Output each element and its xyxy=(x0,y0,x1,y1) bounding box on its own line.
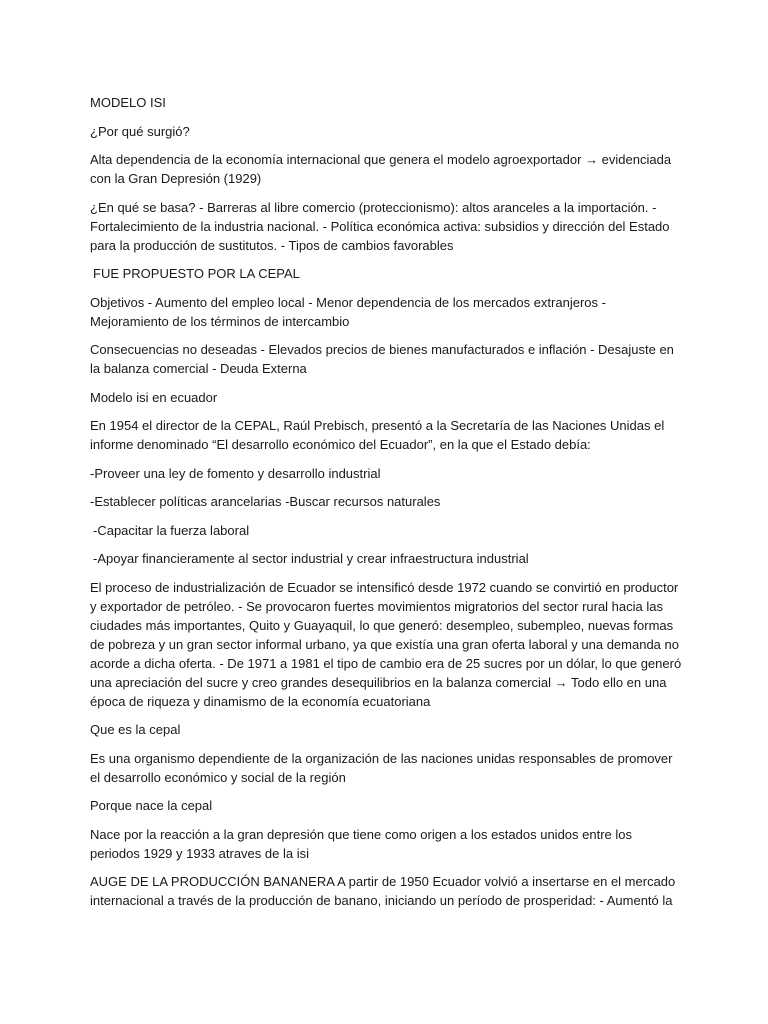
heading-porque-nace-cepal: Porque nace la cepal xyxy=(90,798,213,813)
list-item-capacitar: -Capacitar la fuerza laboral xyxy=(93,522,250,538)
paragraph-propuesto-cepal: FUE PROPUESTO POR LA CEPAL xyxy=(93,266,300,281)
list-item-proveer-ley: -Proveer una ley de fomento y desarrollo industrial xyxy=(90,465,381,481)
paragraph-organismo: Es una organismo dependiente de la organización de las naciones unidas responsables de promover el desarrollo económico y social de la región xyxy=(90,750,673,785)
question-por-que-surgio: ¿Por qué surgió? xyxy=(90,123,190,139)
paragraph-prebisch: En 1954 el director de la CEPAL, Raúl Prebisch, presentó a la Secretaría de las Naciones Unidas el informe denominado “El desarrollo económico del Ecuador”, en la que el Estado debía: xyxy=(90,418,665,452)
paragraph-industrializacion: El proceso de industrialización de Ecuador se intensificó desde 1972 cuando se convirtió en productor y exportador de petróleo. - Se provocaron fuertes movimientos migratorios del sector rural hacia las ciudades más importantes, Quito y Guayaquil, lo que generó: desempleo, subempleo, nuevas formas de pobreza y un gran sector informal urbano, ya que existía una gran oferta laboral y una demanda no acorde a dicha oferta. - De 1971 a 1981 el tipo de cambio era de 25 sucres por un dólar, lo que generó una apreciación del sucre y creo grandes desequilibrios en la balanza comercial → Todo ello en una época de riqueza y dinamismo de la economía ecuatoriana xyxy=(90,579,682,709)
paragraph-auge-bananera: AUGE DE LA PRODUCCIÓN BANANERA A partir de 1950 Ecuador volvió a insertarse en el mercado internacional a través de la producción de banano, iniciando un período de prosperidad: - Aumentó la xyxy=(90,874,676,908)
list-item-apoyar: -Apoyar financieramente al sector industrial y crear infraestructura industrial xyxy=(93,551,529,566)
paragraph-objetivos: Objetivos - Aumento del empleo local - Menor dependencia de los mercados extranjeros - Mejoramiento de los términos de intercambio xyxy=(90,294,606,329)
heading-que-es-cepal: Que es la cepal xyxy=(90,722,181,737)
paragraph-nace-por: Nace por la reacción a la gran depresión que tiene como origen a los estados unidos entre los periodos 1929 y 1933 atraves de la isi xyxy=(90,826,633,861)
paragraph-consecuencias: Consecuencias no deseadas - Elevados precios de bienes manufacturados e inflación - Desajuste en la balanza comercial - Deuda Externa xyxy=(90,342,674,376)
heading-modelo-isi: MODELO ISI xyxy=(90,95,166,110)
list-item-politicas-arancelarias: -Establecer políticas arancelarias -Buscar recursos naturales xyxy=(90,494,441,509)
document-body xyxy=(90,93,685,920)
heading-modelo-isi-ecuador: Modelo isi en ecuador xyxy=(90,389,218,405)
paragraph-dependencia: Alta dependencia de la economía internacional que genera el modelo agroexportador → evidenciada con la Gran Depresión (1929) xyxy=(90,152,672,186)
paragraph-en-que-se-basa: ¿En qué se basa? - Barreras al libre comercio (proteccionismo): altos aranceles a la importación. - Fortalecimiento de la industria nacional. - Política económica activa: subsidios y dirección del Estado para la producción de sustitutos. - Tipos de cambios favorables xyxy=(90,199,670,253)
